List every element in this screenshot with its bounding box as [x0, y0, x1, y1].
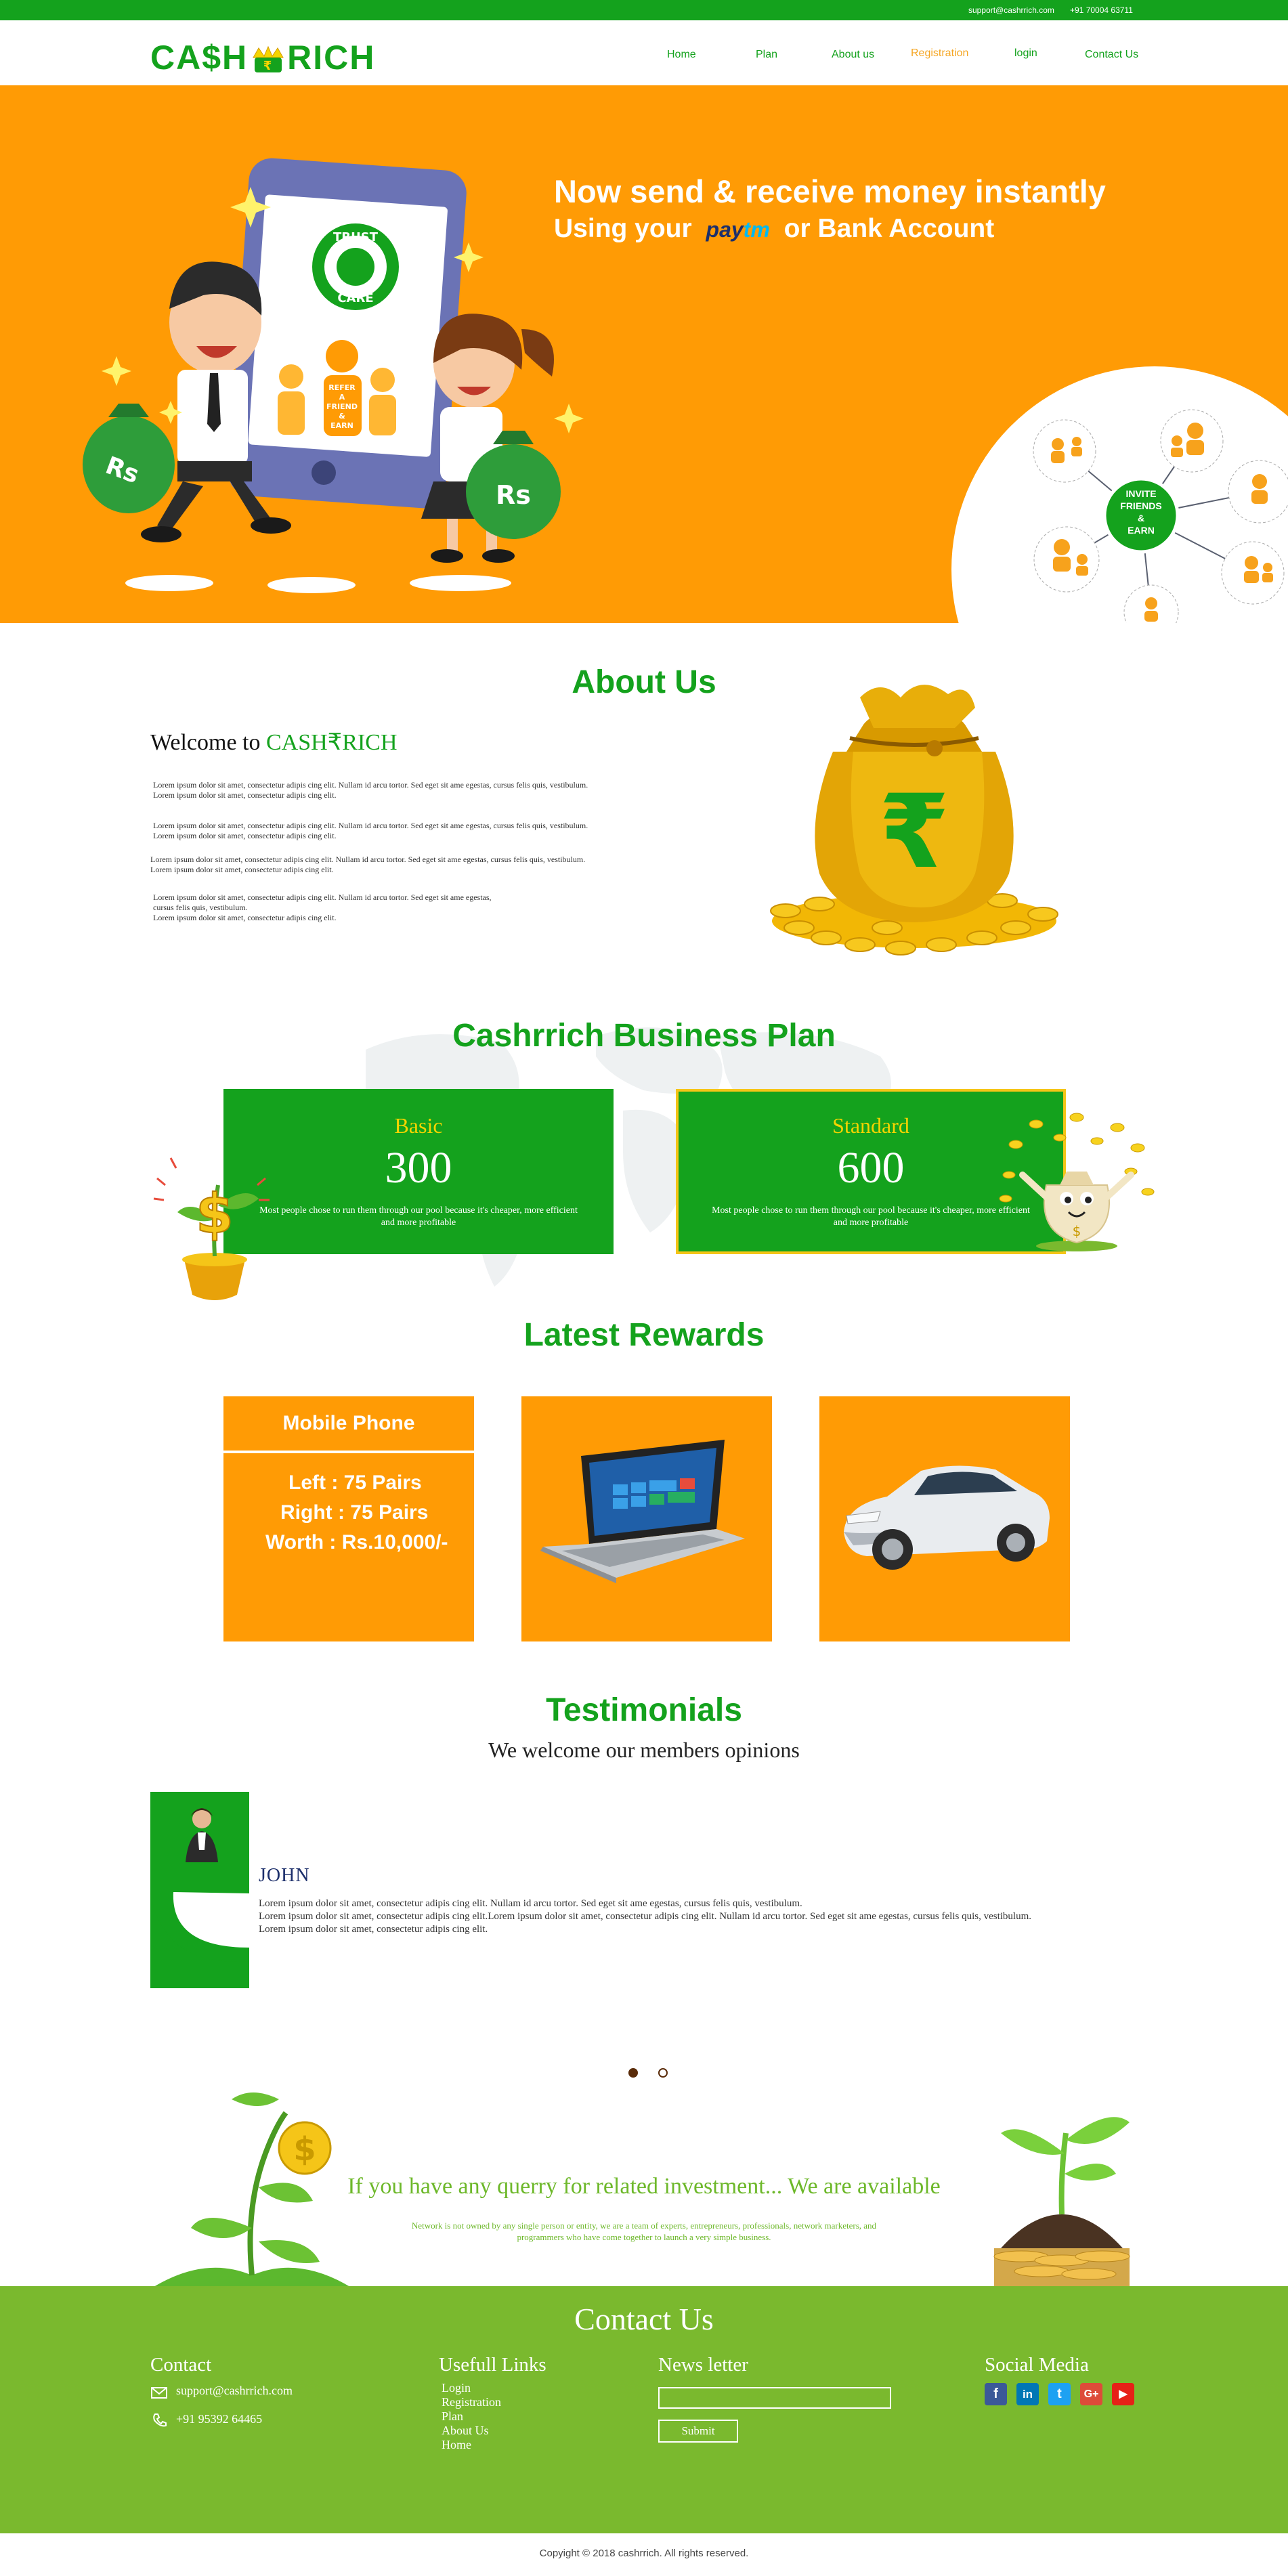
testimonials-title: Testimonials [546, 1692, 742, 1728]
happy-money-bag-image [995, 1111, 1158, 1260]
youtube-icon[interactable]: ▶ [1112, 2383, 1134, 2405]
reward-card-mobile[interactable] [223, 1396, 474, 1641]
footer-links [442, 2381, 501, 2452]
twitter-icon[interactable]: t [1048, 2383, 1071, 2405]
reward-card-laptop[interactable] [521, 1396, 772, 1641]
logo-left-text: CA$H [150, 39, 249, 77]
copyright-text: Copyight © 2018 cashrrich. All rights reserved. [539, 2548, 749, 2559]
plan-card-basic[interactable] [223, 1089, 614, 1254]
nav-home[interactable]: Home [667, 49, 696, 60]
money-bag-coins-image [731, 670, 1083, 968]
svg-text:Rs: Rs [102, 451, 143, 490]
money-bag-left [83, 404, 175, 513]
svg-text:&: & [339, 412, 345, 421]
facebook-icon[interactable]: f [985, 2383, 1007, 2405]
footer-link-about[interactable]: About Us [442, 2424, 489, 2437]
footer-newsletter-heading: News letter [658, 2354, 748, 2376]
money-plant-pot-image [150, 1138, 279, 1307]
topbar-email[interactable]: support@cashrrich.com [968, 5, 1054, 15]
svg-text:CARE: CARE [337, 291, 374, 305]
carousel-dot-2[interactable] [658, 2068, 668, 2078]
testimonial-avatar-frame [150, 1792, 252, 1988]
plan-title: Cashrrich Business Plan [452, 1018, 836, 1054]
nav-contact[interactable]: Contact Us [1085, 49, 1139, 60]
svg-text:REFER: REFER [328, 383, 356, 392]
about-paragraph-4: Lorem ipsum dolor sit amet, consectetur adipis cing elit. Nullam id arcu tortor. Sed eget sit ame egestas, cursus felis quis, vestibulum. Lorem ipsum dolor sit amet, consectetur adipis cing elit. [153, 893, 492, 922]
rewards-title: Latest Rewards [523, 1317, 765, 1353]
invite-badge-text: INVITE FRIENDS & EARN [1120, 488, 1162, 536]
google-plus-icon[interactable]: G+ [1080, 2383, 1102, 2405]
footer-phone[interactable]: +91 95392 64465 [176, 2412, 263, 2426]
svg-text:TRUST: TRUST [333, 230, 378, 244]
plan-price: 300 [385, 1143, 452, 1193]
plan-price: 600 [837, 1143, 905, 1193]
hero-subheadline: Using your paytm or Bank Account [554, 214, 995, 243]
hero-illustration [0, 85, 1288, 623]
plan-description: Most people chose to run them through our pool because it's cheaper, more efficient and more profitable [259, 1205, 578, 1228]
footer-links-heading: Usefull Links [439, 2354, 546, 2376]
car-image [819, 1396, 1070, 1641]
svg-text:$: $ [1072, 1223, 1081, 1239]
paytm-logo: paytm [706, 217, 770, 242]
reward-card-details: Left : 75 Pairs Right : 75 Pairs Worth : Rs.10,000/- [265, 1472, 448, 1553]
mail-icon [150, 2386, 168, 2399]
svg-text:A: A [339, 393, 345, 402]
newsletter-email-input[interactable] [658, 2387, 891, 2409]
svg-text:$: $ [196, 1182, 234, 1245]
site-logo[interactable] [150, 38, 375, 77]
nav-registration[interactable]: Registration [911, 47, 969, 59]
topbar-phone[interactable]: +91 70004 63711 [1070, 5, 1133, 15]
svg-text:FRIEND: FRIEND [326, 402, 358, 411]
footer-link-plan[interactable]: Plan [442, 2409, 464, 2423]
about-welcome: Welcome to CASH₹RICH [150, 730, 398, 755]
about-paragraph-2: Lorem ipsum dolor sit amet, consectetur adipis cing elit. Nullam id arcu tortor. Sed eget sit ame egestas, cursus felis quis, vestibulum. Lorem ipsum dolor sit amet, consectetur adipis cing elit. [153, 821, 588, 840]
testimonials-subtitle: We welcome our members opinions [488, 1738, 800, 1762]
hero-banner [0, 85, 1288, 623]
logo-right-text: RICH [287, 39, 376, 77]
nav-plan[interactable]: Plan [756, 49, 778, 60]
linkedin-icon[interactable]: in [1016, 2383, 1039, 2405]
plan-description: Most people chose to run them through our pool because it's cheaper, more efficient and more profitable [712, 1205, 1030, 1228]
nav-login[interactable]: login [1014, 47, 1037, 59]
footer-social-heading: Social Media [985, 2354, 1089, 2376]
footer-link-login[interactable]: Login [442, 2381, 471, 2395]
svg-text:₹: ₹ [263, 58, 274, 73]
footer-email[interactable]: support@cashrrich.com [176, 2384, 293, 2397]
plan-name: Basic [394, 1113, 443, 1138]
welcome-brand: CASH₹RICH [265, 730, 398, 755]
reward-card-title: Mobile Phone [223, 1396, 474, 1453]
hero-headline: Now send & receive money instantly [554, 173, 1106, 209]
laptop-image [521, 1396, 772, 1641]
reward-card-car[interactable] [819, 1396, 1070, 1641]
crown-rupee-icon [248, 44, 287, 77]
footer-contact-heading: Contact [150, 2354, 212, 2376]
phone-icon [152, 2412, 168, 2428]
svg-text:₹: ₹ [878, 773, 950, 891]
plan-name: Standard [832, 1113, 909, 1138]
about-paragraph-1: Lorem ipsum dolor sit amet, consectetur adipis cing elit. Nullam id arcu tortor. Sed eget sit ame egestas, cursus felis quis, vestibulum. Lorem ipsum dolor sit amet, consectetur adipis cing elit. [153, 780, 588, 800]
newsletter-submit-button[interactable]: Submit [658, 2420, 738, 2443]
svg-text:Rs: Rs [496, 480, 531, 510]
footer-title: Contact Us [574, 2302, 714, 2336]
carousel-dot-1[interactable] [628, 2068, 638, 2078]
testimonial-author: JOHN [259, 1865, 310, 1886]
svg-text:EARN: EARN [330, 421, 353, 430]
about-title: About Us [572, 664, 716, 700]
footer-link-registration[interactable]: Registration [442, 2395, 501, 2409]
testimonial-text: Lorem ipsum dolor sit amet, consectetur adipis cing elit. Nullam id arcu tortor. Sed eget sit ame egestas, cursus felis quis, vestibulum. Lorem ipsum dolor sit amet, consectetur adipis cing elit.Lorem ipsum dolor sit amet, consectetur adipis cing elit. Nullam id arcu tortor. Sed eget sit ame egestas, cursus felis quis, vestibulum. Lorem ipsum dolor sit amet, consectetur adipis cing elit. [259, 1898, 1032, 1935]
query-description: Network is not owned by any single person or entity, we are a team of experts, entrepreneurs, professionals, network marketers, and programmers who have come together to launch a very simple business. [411, 2220, 877, 2242]
query-heading: If you have any querry for related investment... We are available [347, 2174, 941, 2199]
top-bar [0, 0, 1288, 20]
footer-link-home[interactable]: Home [442, 2438, 471, 2451]
about-paragraph-3: Lorem ipsum dolor sit amet, consectetur adipis cing elit. Nullam id arcu tortor. Sed eget sit ame egestas, cursus felis quis, vestibulum. Lorem ipsum dolor sit amet, consectetur adipis cing elit. [150, 855, 586, 874]
nav-about[interactable]: About us [832, 49, 875, 60]
svg-text:$: $ [293, 2130, 316, 2168]
